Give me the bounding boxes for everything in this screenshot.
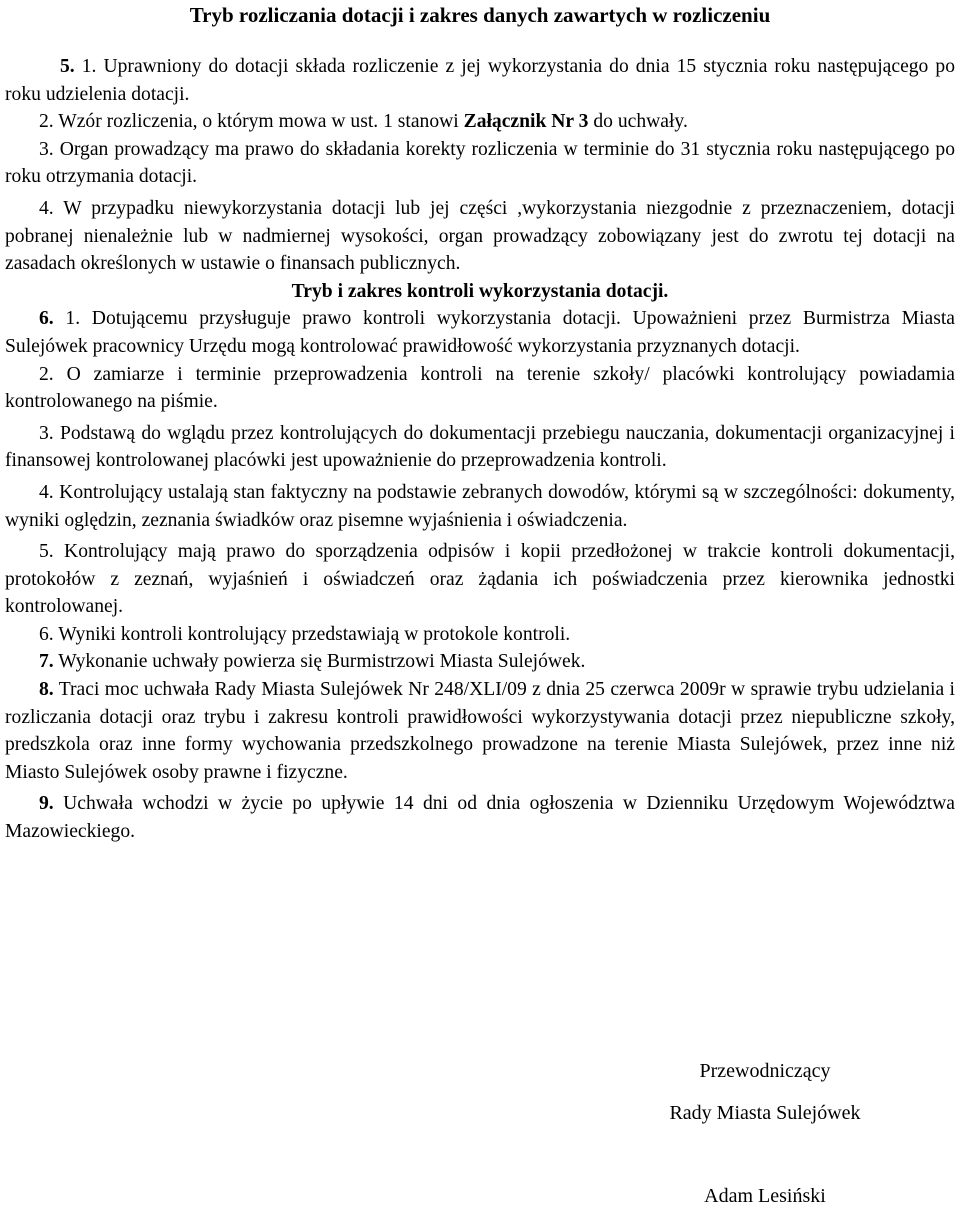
section-number-7: 7. — [39, 651, 54, 673]
document-title: Tryb rozliczania dotacji i zakres danych zawartych w rozliczeniu — [189, 3, 771, 27]
signature-body: Rady Miasta Sulejówek — [669, 1102, 861, 1124]
paragraph-5-2-text-c: do uchwały. — [588, 111, 688, 133]
section-number-9: 9. — [39, 793, 54, 815]
signature-role: Przewodniczący — [699, 1060, 831, 1082]
paragraph-8-text: Traci moc uchwała Rady Miasta Sulejówek Nr 248/XLI/09 z dnia 25 czerwca 2009r w sprawie trybu udzielania i rozliczania dotacji oraz trybu i zakresu kontroli prawidłowości wykorzystywania dotacji przez niepubliczne szkoły, predszkola oraz inne formy wychowania przedszkolnego prowadzone na terenie Miasta Sulejówek, przez inne niż Miasto Sulejówek osoby prawne i fizyczne. — [5, 679, 955, 783]
paragraph-8 — [5, 676, 955, 786]
paragraph-9 — [5, 790, 955, 845]
paragraph-6-2: 2. O zamiarze i terminie przeprowadzenia kontroli na terenie szkoły/ placówki kontrolujący powiadamia kontrolowanego na piśmie. — [5, 363, 955, 413]
document-page — [5, 0, 955, 846]
paragraph-6-6: 6. Wyniki kontroli kontrolujący przedstawiają w protokole kontroli. — [39, 623, 571, 645]
section-number-6: 6. — [39, 308, 54, 330]
paragraph-5-3: 3. Organ prowadzący ma prawo do składania korekty rozliczenia w terminie do 31 stycznia roku następującego po roku otrzymania dotacji. — [5, 138, 955, 188]
paragraph-6-1 — [5, 305, 955, 360]
attachment-reference: Załącznik Nr 3 — [463, 111, 589, 133]
paragraph-5-2-text-a: 2. Wzór rozliczenia, o którym mowa w ust. 1 stanowi — [39, 111, 464, 133]
paragraph-5-1 — [5, 53, 955, 108]
paragraph-6-1-text: 1. Dotującemu przysługuje prawo kontroli wykorzystania dotacji. Upoważnieni przez Burmistrza Miasta Sulejówek pracownicy Urzędu mogą kontrolować prawidłowość wykorzystania przyznanych dotacji. — [5, 308, 955, 357]
paragraph-9-text: Uchwała wchodzi w życie po upływie 14 dni od dnia ogłoszenia w Dzienniku Urzędowym Województwa Mazowieckiego. — [5, 793, 955, 843]
control-section-title: Tryb i zakres kontroli wykorzystania dotacji. — [291, 280, 669, 302]
paragraph-7 — [5, 648, 955, 676]
paragraph-5-2 — [5, 108, 955, 136]
section-number-8: 8. — [39, 679, 54, 701]
paragraph-5-1-text: 1. Uprawniony do dotacji składa rozliczenie z jej wykorzystania do dnia 15 stycznia roku następującego po roku udzielenia dotacji. — [5, 56, 955, 105]
paragraph-6-3: 3. Podstawą do wglądu przez kontrolujących do dokumentacji przebiegu nauczania, dokumentacji organizacyjnej i finansowej kontrolowanej placówki jest upoważnienie do przeprowadzenia kontroli. — [5, 422, 955, 472]
section-number-5: 5. — [60, 56, 75, 77]
paragraph-6-5: 5. Kontrolujący mają prawo do sporządzenia odpisów i kopii przedłożonej w trakcie kontroli dokumentacji, protokołów z zeznań, wyjaśnień i oświadczeń oraz żądania ich poświadczenia przez kierownika jednostki kontrolowanej. — [5, 541, 955, 618]
paragraph-6-4: 4. Kontrolujący ustalają stan faktyczny na podstawie zebranych dowodów, którymi są w szczególności: dokumenty, wyniki oględzin, zeznania świadków oraz pisemne wyjaśnienia i oświadczenia. — [5, 481, 955, 531]
paragraph-5-4: 4. W przypadku niewykorzystania dotacji lub jej części ,wykorzystania niezgodnie z przeznaczeniem, dotacji pobranej nienależnie lub w nadmiernej wysokości, organ prowadzący zobowiązany jest do zwrotu tej dotacji na zasadach określonych w ustawie o finansach publicznych. — [5, 197, 955, 275]
paragraph-7-text: Wykonanie uchwały powierza się Burmistrzowi Miasta Sulejówek. — [53, 651, 586, 673]
signature-name: Adam Lesiński — [704, 1185, 826, 1207]
